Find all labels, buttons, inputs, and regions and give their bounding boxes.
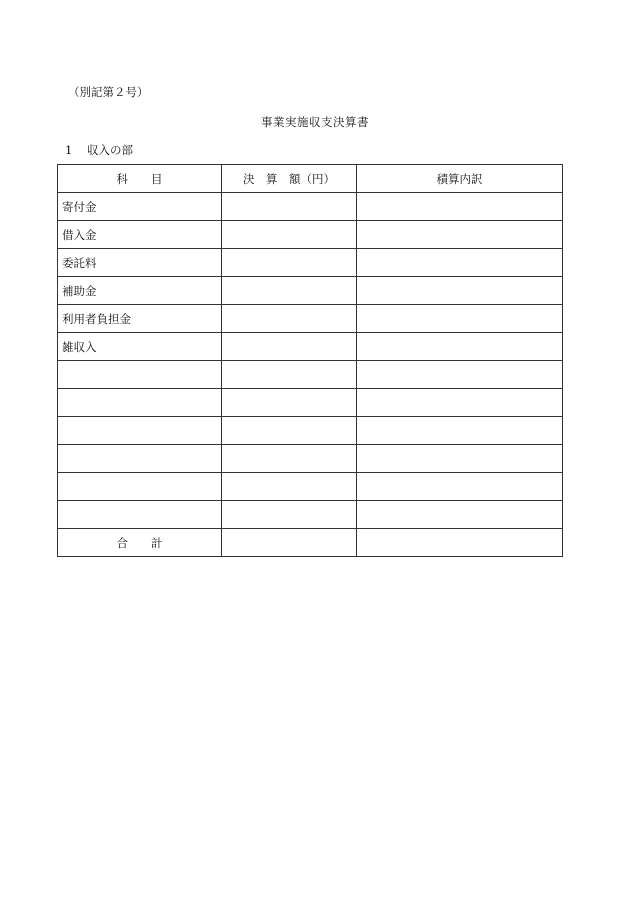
table-row: [58, 277, 563, 305]
section-label: 収入の部: [87, 143, 133, 157]
row-item: 寄付金: [58, 193, 222, 221]
header-breakdown: 積算内訳: [357, 165, 563, 193]
table-row: [58, 193, 563, 221]
income-table: [57, 164, 563, 557]
row-breakdown-cell[interactable]: [357, 473, 563, 501]
row-amount-cell[interactable]: [222, 417, 357, 445]
total-row: [58, 529, 563, 557]
row-amount-cell[interactable]: [222, 501, 357, 529]
row-item: 雑収入: [58, 333, 222, 361]
row-breakdown-cell[interactable]: [357, 389, 563, 417]
row-amount-cell[interactable]: [222, 333, 357, 361]
row-breakdown-cell[interactable]: [357, 445, 563, 473]
header-item: 科 目: [58, 165, 222, 193]
row-item: 利用者負担金: [58, 305, 222, 333]
table-row: [58, 473, 563, 501]
row-item[interactable]: [58, 417, 222, 445]
row-breakdown-cell[interactable]: [357, 249, 563, 277]
row-amount-cell[interactable]: [222, 473, 357, 501]
row-item[interactable]: [58, 361, 222, 389]
table-row: [58, 305, 563, 333]
table-row: [58, 417, 563, 445]
row-item[interactable]: [58, 445, 222, 473]
row-breakdown-cell[interactable]: [357, 333, 563, 361]
row-amount-cell[interactable]: [222, 249, 357, 277]
table-row: [58, 249, 563, 277]
row-item[interactable]: [58, 473, 222, 501]
table-row: [58, 389, 563, 417]
row-item[interactable]: [58, 389, 222, 417]
table-row: [58, 361, 563, 389]
table-row: [58, 445, 563, 473]
row-amount-cell[interactable]: [222, 221, 357, 249]
total-label: 合 計: [58, 529, 222, 557]
table-row: [58, 221, 563, 249]
row-amount-cell[interactable]: [222, 305, 357, 333]
document-title: 事業実施収支決算書: [261, 115, 369, 129]
total-amount-cell[interactable]: [222, 529, 357, 557]
form-number: （別記第２号）: [68, 85, 149, 99]
table-row: [58, 333, 563, 361]
row-item: 委託料: [58, 249, 222, 277]
row-breakdown-cell[interactable]: [357, 361, 563, 389]
row-amount-cell[interactable]: [222, 445, 357, 473]
row-amount-cell[interactable]: [222, 389, 357, 417]
row-item: 借入金: [58, 221, 222, 249]
row-amount-cell[interactable]: [222, 277, 357, 305]
row-amount-cell[interactable]: [222, 361, 357, 389]
row-breakdown-cell[interactable]: [357, 501, 563, 529]
row-item[interactable]: [58, 501, 222, 529]
row-breakdown-cell[interactable]: [357, 417, 563, 445]
row-breakdown-cell[interactable]: [357, 193, 563, 221]
table-header-row: [58, 165, 563, 193]
section-heading: [65, 142, 133, 158]
row-breakdown-cell[interactable]: [357, 221, 563, 249]
row-breakdown-cell[interactable]: [357, 277, 563, 305]
total-breakdown-cell[interactable]: [357, 529, 563, 557]
row-amount-cell[interactable]: [222, 193, 357, 221]
row-breakdown-cell[interactable]: [357, 305, 563, 333]
section-number: 1: [65, 143, 73, 157]
header-amount: 決 算 額（円）: [222, 165, 357, 193]
row-item: 補助金: [58, 277, 222, 305]
table-row: [58, 501, 563, 529]
